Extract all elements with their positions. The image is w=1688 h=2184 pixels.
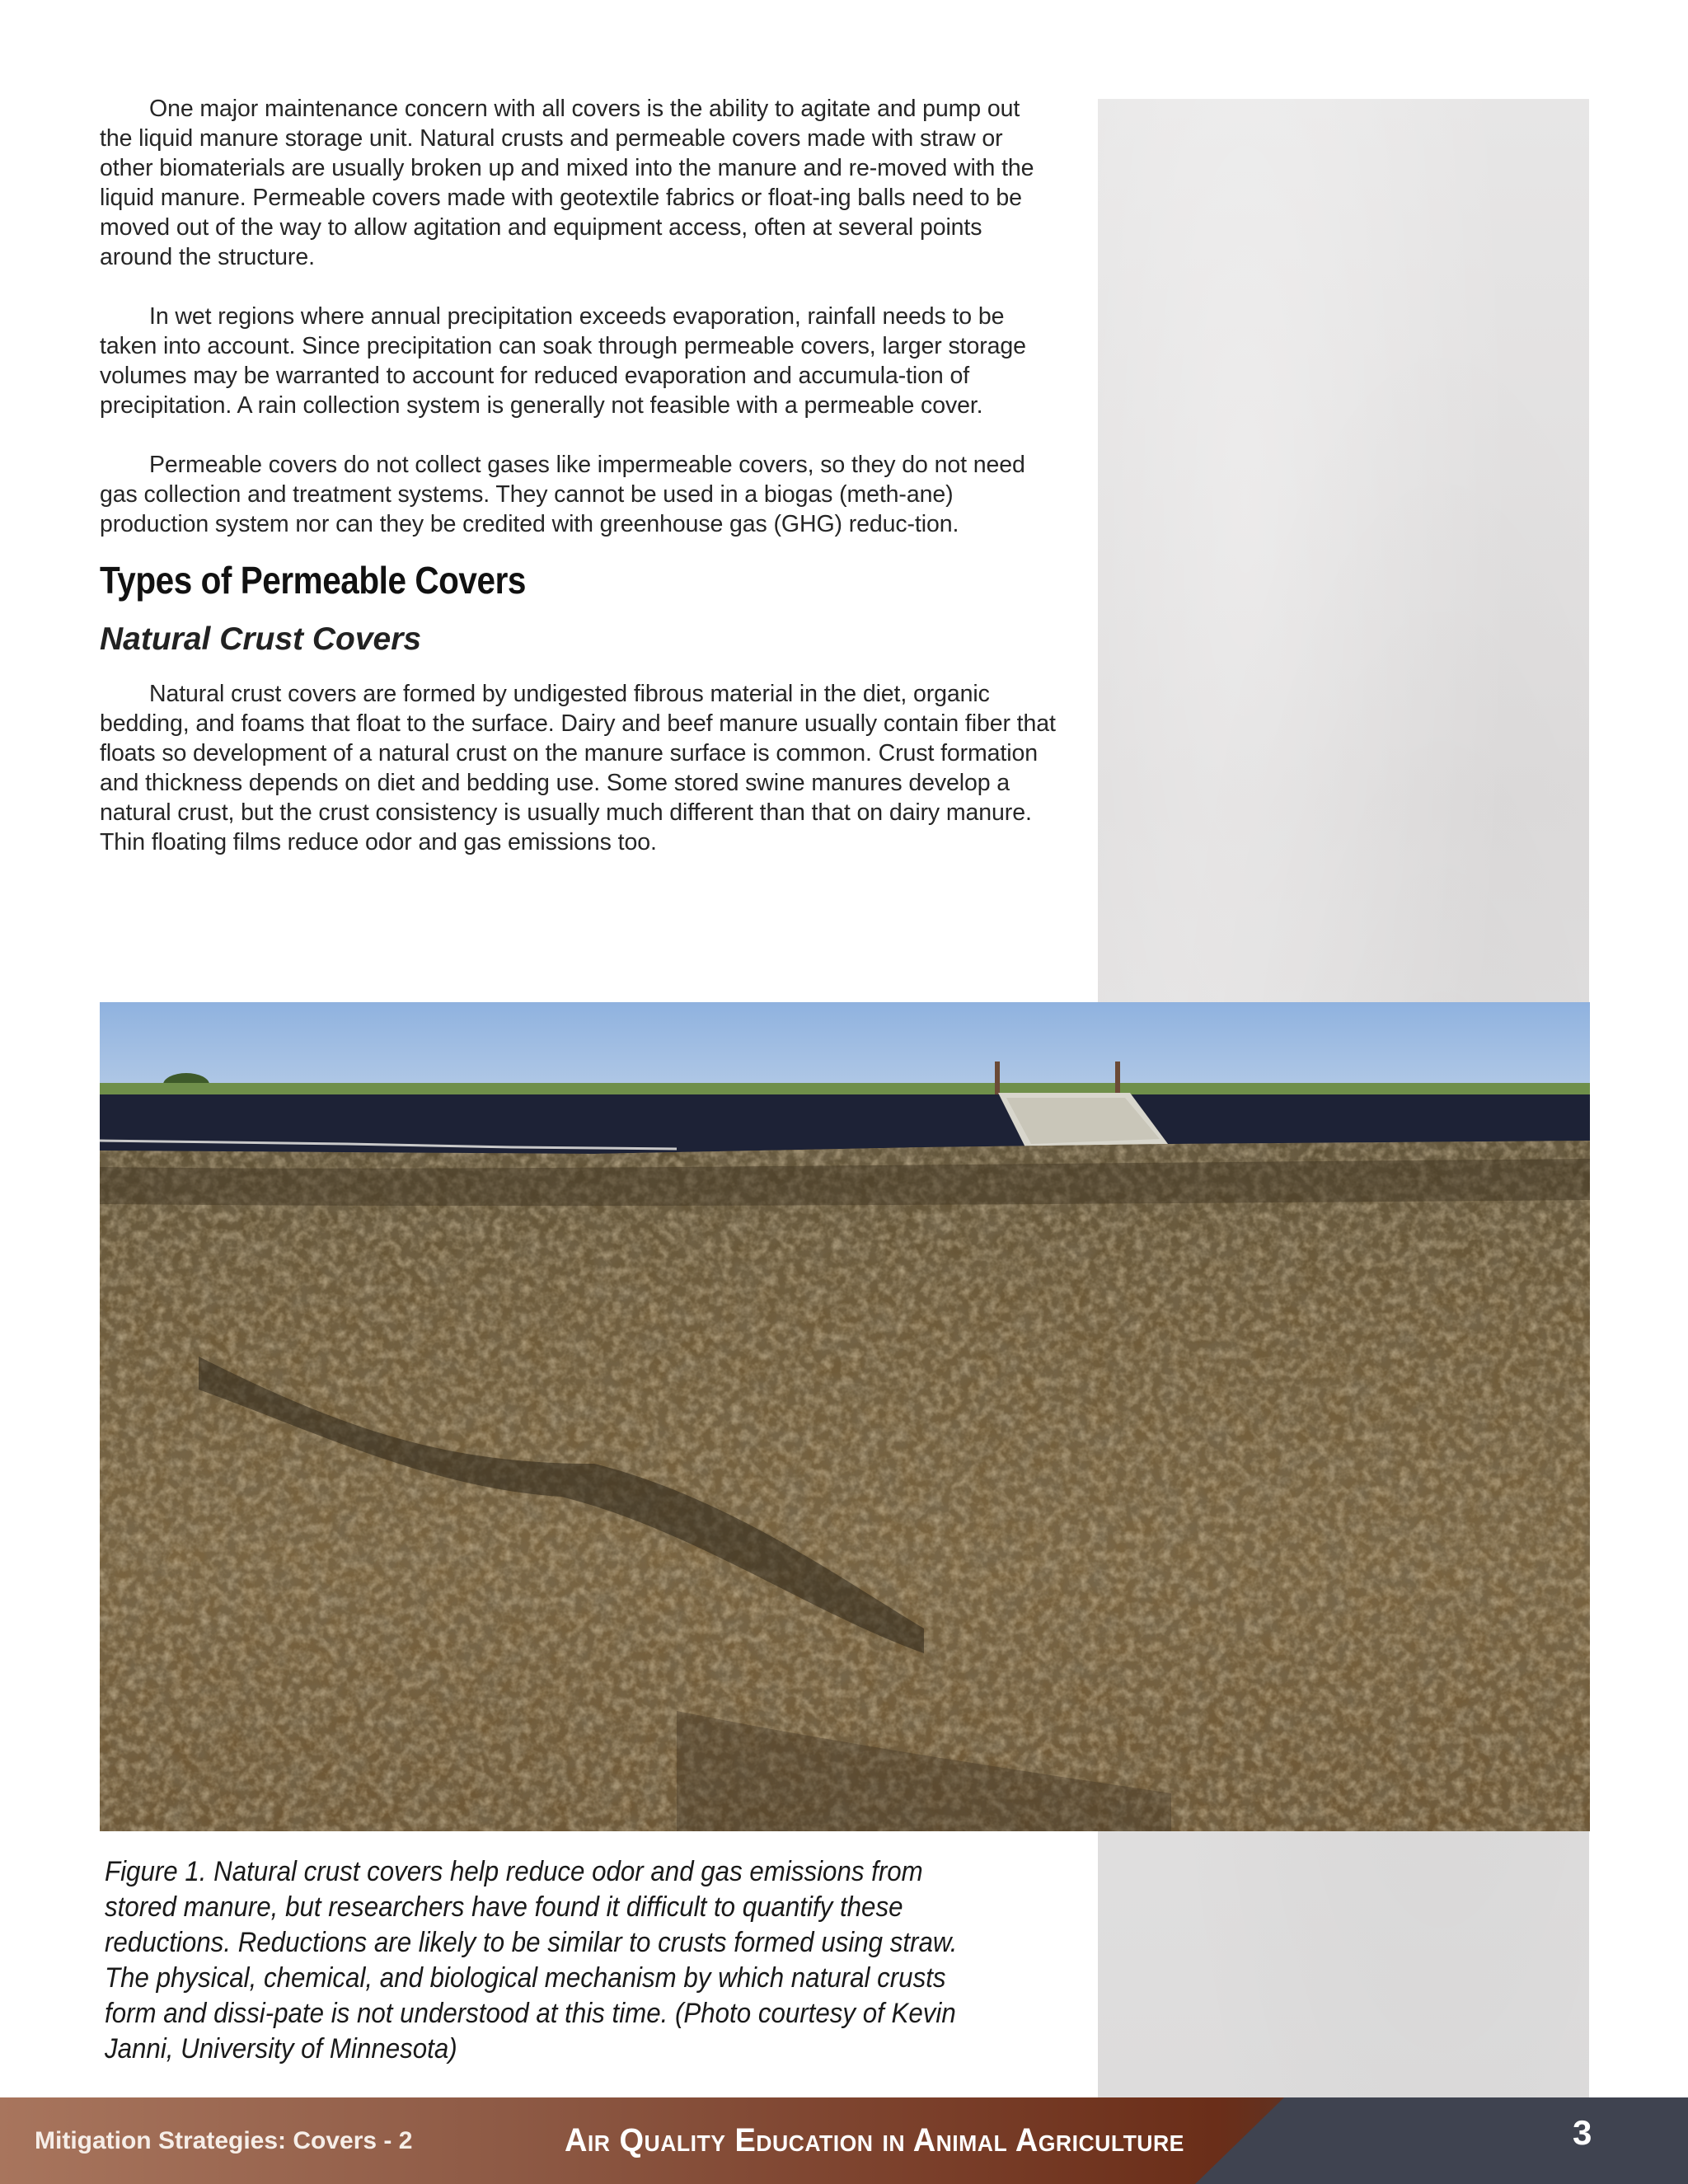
page-footer bbox=[0, 2097, 1688, 2184]
paragraph-gas-collection: Permeable covers do not collect gases like impermeable covers, so they do not need gas collection and treatment systems. They cannot be used in a biogas (meth-ane) production system nor can they be credited with greenhouse gas (GHG) reduc-tion. bbox=[100, 452, 1025, 537]
paragraph-maintenance: One major maintenance concern with all covers is the ability to agitate and pump out the liquid manure storage unit. Natural crusts and permeable covers made with straw or other biomaterials are usually broken up and mixed into the manure and re-moved with the liquid manure. Permeable covers made with geotextile fabrics or float-ing balls need to be moved out of the way to allow agitation and equipment access, often at several points around the structure. bbox=[100, 96, 1034, 270]
figure-caption: Figure 1. Natural crust covers help reduce odor and gas emissions from stored manure, but researchers have found it difficult to quantify these reductions. Reductions are likely to be similar to crusts formed using straw. The physical, chemical, and biological mechanism by which natural crusts form and dissi-pate is not understood at this time. (Photo courtesy of Kevin Janni, University of Minnesota) bbox=[105, 1856, 958, 2064]
paragraph-natural-crust: Natural crust covers are formed by undigested fibrous material in the diet, organic bedding, and foams that float to the surface. Dairy and beef manure usually contain fiber that floats so development of a natural crust on the manure surface is common. Crust formation and thickness depends on diet and bedding use. Some stored swine manures develop a natural crust, but the crust consistency is usually much different than that on dairy manure. Thin floating films reduce odor and gas emissions too. bbox=[100, 681, 1056, 855]
article-body bbox=[100, 94, 1056, 887]
figure-photo-natural-crust bbox=[100, 1002, 1590, 1831]
photo-illustration bbox=[100, 1002, 1590, 1831]
page-number: 3 bbox=[1573, 2113, 1592, 2152]
subsection-heading: Natural Crust Covers bbox=[100, 621, 422, 657]
footer-publication-title: Air Quality Education in Animal Agriculture bbox=[565, 2122, 1184, 2158]
section-heading: Types of Permeable Covers bbox=[100, 559, 526, 602]
paragraph-precipitation: In wet regions where annual precipitation exceeds evaporation, rainfall needs to be taken into account. Since precipitation can soak through permeable covers, larger storage volumes may be warranted to account for reduced evaporation and accumula-tion of precipitation. A rain collection system is generally not feasible with a permeable cover. bbox=[100, 303, 1026, 419]
footer-section-label: Mitigation Strategies: Covers - 2 bbox=[35, 2127, 413, 2154]
